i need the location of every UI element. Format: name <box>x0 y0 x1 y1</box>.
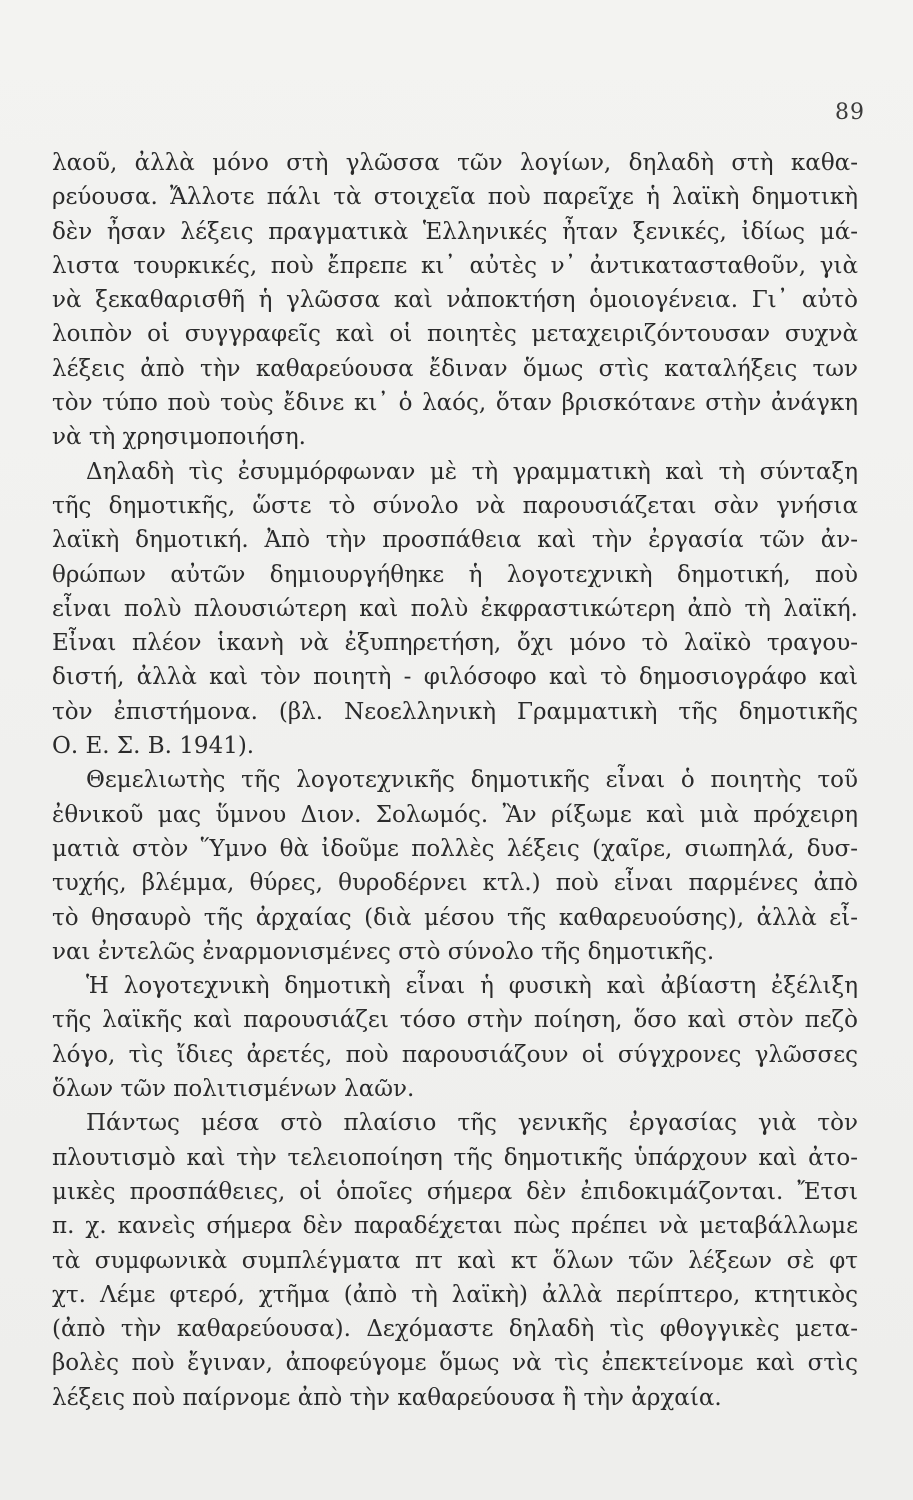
text-line: λέξεις ποὺ παίρνομε ἀπὸ τὴν καθαρεύουσα ἢ τὴν ἀρχαία. <box>52 1384 722 1411</box>
text-line: λιστα τουρκικές, ποὺ ἔπρεπε κι᾽ αὐτὲς ν᾽ ἀντικατασταθοῦν, γιὰ <box>52 252 858 279</box>
body-text <box>52 146 858 1415</box>
text-line: Θεμελιωτὴς τῆς λογοτεχνικῆς δημοτικῆς εἶναι ὁ ποιητὴς τοῦ <box>86 767 858 794</box>
text-line: νὰ τὴ χρησιμοποιήση. <box>52 424 306 451</box>
text-line: χτ. Λέμε φτερό, χτῆμα (ἀπὸ τὴ λαϊκὴ) ἀλλὰ περίπτερο, κτητικὸς <box>52 1281 858 1308</box>
text-line: εἶναι πολὺ πλουσιώτερη καὶ πολὺ ἐκφραστικώτερη ἀπὸ τὴ λαϊκή. <box>52 595 858 622</box>
text-line: τὸν τύπο ποὺ τοὺς ἔδινε κι᾽ ὁ λαός, ὅταν βρισκότανε στὴν ἀνάγκη <box>52 390 858 417</box>
text-line: νὰ ξεκαθαρισθῆ ἡ γλῶσσα καὶ νἀποκτήση ὁμοιογένεια. Γι᾽ αὐτὸ <box>52 287 858 314</box>
text-line: βολὲς ποὺ ἔγιναν, ἀποφεύγομε ὅμως νὰ τὶς ἐπεκτείνομε καὶ στὶς <box>52 1350 858 1377</box>
text-line: λόγο, τὶς ἴδιες ἀρετές, ποὺ παρουσιάζουν οἱ σύγχρονες γλῶσσες <box>52 1041 858 1068</box>
text-line: τὰ συμφωνικὰ συμπλέγματα πτ καὶ κτ ὅλων τῶν λέξεων σὲ φτ <box>52 1247 858 1274</box>
text-line: Ο. Ε. Σ. Β. 1941). <box>52 733 255 760</box>
text-line: λέξεις ἀπὸ τὴν καθαρεύουσα ἔδιναν ὅμως στὶς καταλήξεις των <box>52 355 858 382</box>
text-line: λοιπὸν οἱ συγγραφεῖς καὶ οἱ ποιητὲς μεταχειριζόντουσαν συχνὰ <box>52 321 858 348</box>
text-line: πλουτισμὸ καὶ τὴν τελειοποίηση τῆς δημοτικῆς ὑπάρχουν καὶ ἀτο- <box>52 1144 858 1171</box>
text-line: θρώπων αὐτῶν δημιουργήθηκε ἡ λογοτεχνικὴ δημοτική, ποὺ <box>52 561 858 588</box>
text-line: τὸν ἐπιστήμονα. (βλ. Νεοελληνικὴ Γραμματικὴ τῆς δημοτικῆς <box>52 698 858 725</box>
text-line: π. χ. κανεὶς σήμερα δὲν παραδέχεται πὼς πρέπει νὰ μεταβάλλωμε <box>52 1213 858 1240</box>
text-line: ὅλων τῶν πολιτισμένων λαῶν. <box>52 1076 415 1103</box>
text-line: Ἡ λογοτεχνικὴ δημοτικὴ εἶναι ἡ φυσικὴ καὶ ἀβίαστη ἐξέλιξη <box>86 973 858 1000</box>
text-line: μικὲς προσπάθειες, οἱ ὁποῖες σήμερα δὲν ἐπιδοκιμάζονται. Ἔτσι <box>52 1178 858 1205</box>
text-line: τὸ θησαυρὸ τῆς ἀρχαίας (διὰ μέσου τῆς καθαρευούσης), ἀλλὰ εἶ- <box>52 904 858 931</box>
text-line: δὲν ἦσαν λέξεις πραγματικὰ Ἑλληνικές ἦταν ξενικές, ἰδίως μά- <box>52 218 858 245</box>
text-line: ἐθνικοῦ μας ὕμνου Διον. Σολωμός. Ἂν ρίξωμε καὶ μιὰ πρόχειρη <box>52 801 858 828</box>
text-line: ματιὰ στὸν Ὕμνο θὰ ἰδοῦμε πολλὲς λέξεις (χαῖρε, σιωπηλά, δυσ- <box>52 835 858 862</box>
text-line: λαϊκὴ δημοτική. Ἀπὸ τὴν προσπάθεια καὶ τὴν ἐργασία τῶν ἀν- <box>52 527 858 554</box>
text-line: Δηλαδὴ τὶς ἐσυμμόρφωναν μὲ τὴ γραμματικὴ καὶ τὴ σύνταξη <box>86 458 858 485</box>
text-line: ρεύουσα. Ἄλλοτε πάλι τὰ στοιχεῖα ποὺ παρεῖχε ἡ λαϊκὴ δημοτικὴ <box>52 184 858 211</box>
text-line: τῆς δημοτικῆς, ὥστε τὸ σύνολο νὰ παρουσιάζεται σὰν γνήσια <box>52 492 858 519</box>
text-line: τῆς λαϊκῆς καὶ παρουσιάζει τόσο στὴν ποίηση, ὅσο καὶ στὸν πεζὸ <box>52 1007 858 1034</box>
text-line: τυχής, βλέμμα, θύρες, θυροδέρνει κτλ.) ποὺ εἶναι παρμένες ἀπὸ <box>52 870 858 897</box>
text-line: Πάντως μέσα στὸ πλαίσιο τῆς γενικῆς ἐργασίας γιὰ τὸν <box>86 1110 858 1137</box>
text-line: λαοῦ, ἀλλὰ μόνο στὴ γλῶσσα τῶν λογίων, δηλαδὴ στὴ καθα- <box>52 150 858 176</box>
text-line: ναι ἐντελῶς ἐναρμονισμένες στὸ σύνολο τῆς δημοτικῆς. <box>52 938 715 965</box>
text-line: (ἀπὸ τὴν καθαρεύουσα). Δεχόμαστε δηλαδὴ τὶς φθογγικὲς μετα- <box>52 1316 858 1343</box>
text-line: Εἶναι πλέον ἱκανὴ νὰ ἐξυπηρετήση, ὄχι μόνο τὸ λαϊκὸ τραγου- <box>52 630 858 657</box>
page-number: 89 <box>835 100 865 125</box>
text-line: διστή, ἀλλὰ καὶ τὸν ποιητὴ - φιλόσοφο καὶ τὸ δημοσιογράφο καὶ <box>52 664 858 691</box>
